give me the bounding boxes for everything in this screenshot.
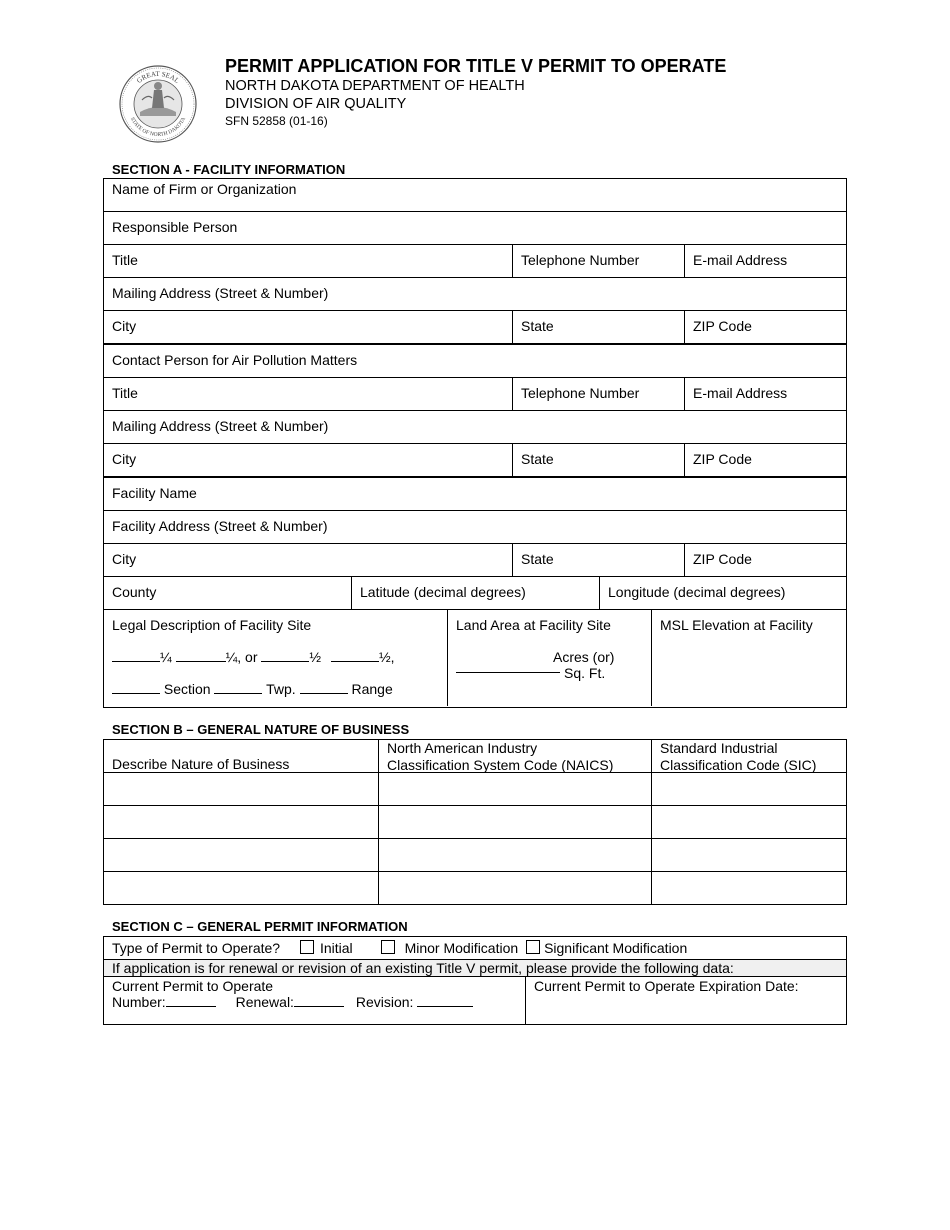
revision-blank[interactable] (417, 994, 473, 1007)
section-b-title: SECTION B – GENERAL NATURE OF BUSINESS (112, 722, 410, 737)
facility-address-field[interactable] (104, 511, 846, 543)
mailing-address-label: Mailing Address (Street & Number) (112, 285, 329, 301)
sic-input[interactable] (651, 773, 846, 805)
title-label: Title (112, 252, 138, 268)
business-nature-input[interactable] (104, 806, 378, 838)
state-label: State (521, 451, 554, 467)
contact-mailing-address-field[interactable] (104, 411, 846, 443)
number-blank[interactable] (166, 994, 216, 1007)
responsible-email-field[interactable] (684, 245, 846, 277)
section-c-table (103, 936, 847, 1025)
department-name: NORTH DAKOTA DEPARTMENT OF HEALTH (225, 78, 525, 94)
naics-input[interactable] (378, 806, 651, 838)
state-label: State (521, 318, 554, 334)
section-blank[interactable] (112, 681, 160, 694)
minor-modification-checkbox[interactable] (381, 940, 395, 954)
responsible-person-label: Responsible Person (112, 219, 238, 235)
sic-input[interactable] (651, 839, 846, 871)
twp-blank[interactable] (214, 681, 262, 694)
section-text: Section (163, 681, 211, 697)
half-1-blank[interactable] (261, 649, 309, 662)
email-label: E-mail Address (693, 252, 788, 268)
section-a-title: SECTION A - FACILITY INFORMATION (112, 162, 346, 177)
zip-label: ZIP Code (693, 551, 752, 567)
facility-name-label: Facility Name (112, 485, 197, 501)
state-label: State (521, 551, 554, 567)
naics-input[interactable] (378, 872, 651, 904)
business-nature-input[interactable] (104, 839, 378, 871)
msl-elevation-field[interactable] (651, 610, 846, 706)
contact-email-field[interactable] (684, 378, 846, 410)
telephone-label: Telephone Number (521, 252, 640, 268)
half-2-blank[interactable] (331, 649, 379, 662)
mailing-address-label: Mailing Address (Street & Number) (112, 418, 329, 434)
seal-text-bottom: STATE OF NORTH DAKOTA (128, 116, 188, 139)
form-number: SFN 52858 (01-16) (225, 114, 328, 128)
current-permit-field (104, 977, 525, 1024)
firm-name-label: Name of Firm or Organization (112, 181, 297, 197)
section-c-title: SECTION C – GENERAL PERMIT INFORMATION (112, 919, 408, 934)
longitude-label: Longitude (decimal degrees) (608, 584, 786, 600)
table-row (104, 806, 846, 839)
latitude-field[interactable] (351, 577, 599, 609)
contact-person-label: Contact Person for Air Pollution Matters (112, 352, 358, 368)
table-row (104, 839, 846, 872)
city-label: City (112, 318, 137, 334)
renewal-label: Renewal: (235, 994, 294, 1010)
responsible-mailing-address-field[interactable] (104, 278, 846, 310)
range-blank[interactable] (300, 681, 348, 694)
seal-text-top: GREAT SEAL (135, 69, 181, 85)
responsible-title-field[interactable] (104, 245, 512, 277)
facility-address-label: Facility Address (Street & Number) (112, 518, 328, 534)
legal-description-field[interactable] (104, 610, 447, 706)
naics-input[interactable] (378, 773, 651, 805)
title-label: Title (112, 385, 138, 401)
longitude-field[interactable] (599, 577, 846, 609)
county-label: County (112, 584, 157, 600)
initial-option[interactable] (300, 940, 353, 956)
contact-telephone-field[interactable] (512, 378, 684, 410)
sic-label-line1: Standard Industrial (660, 740, 778, 756)
table-row (104, 773, 846, 806)
sic-input[interactable] (651, 806, 846, 838)
section-twp-range-line (112, 681, 439, 697)
zip-label: ZIP Code (693, 318, 752, 334)
expiration-date-field[interactable] (525, 977, 846, 1024)
facility-zip-field[interactable] (684, 544, 846, 576)
quarter-line (112, 649, 439, 665)
state-seal-icon (118, 64, 198, 144)
facility-state-field[interactable] (512, 544, 684, 576)
quarter-or-text: ¼, or (225, 649, 258, 665)
responsible-telephone-field[interactable] (512, 245, 684, 277)
responsible-person-field[interactable] (104, 212, 846, 244)
responsible-city-field[interactable] (104, 311, 512, 343)
range-text: Range (351, 681, 393, 697)
half-comma-text: ½, (378, 649, 395, 665)
facility-name-field[interactable] (104, 478, 846, 510)
minor-modification-option[interactable] (381, 940, 519, 956)
firm-name-field[interactable] (104, 179, 846, 211)
significant-modification-label: Significant Modification (544, 940, 688, 956)
quarter-1-blank[interactable] (112, 649, 160, 662)
permit-type-label: Type of Permit to Operate? (112, 940, 281, 956)
latitude-label: Latitude (decimal degrees) (360, 584, 526, 600)
sic-label-line2: Classification Code (SIC) (660, 757, 817, 773)
significant-modification-option[interactable] (526, 940, 687, 956)
initial-checkbox[interactable] (300, 940, 314, 954)
land-area-blank[interactable] (456, 660, 560, 673)
revision-label: Revision: (355, 994, 414, 1010)
land-area-field[interactable] (447, 610, 651, 706)
significant-modification-checkbox[interactable] (526, 940, 540, 954)
responsible-state-field[interactable] (512, 311, 684, 343)
renewal-note: If application is for renewal or revision of an existing Title V permit, please provide the following data: (112, 960, 734, 976)
quarter-2-blank[interactable] (176, 649, 226, 662)
contact-state-field[interactable] (512, 444, 684, 476)
half-symbol: ½ (309, 649, 322, 665)
section-a-table (103, 178, 847, 708)
city-label: City (112, 551, 137, 567)
facility-city-field[interactable] (104, 544, 512, 576)
form-header (225, 56, 726, 129)
contact-person-field[interactable] (104, 345, 846, 377)
naics-label-line1: North American Industry (387, 740, 538, 756)
naics-label-line2: Classification System Code (NAICS) (387, 757, 614, 773)
zip-label: ZIP Code (693, 451, 752, 467)
twp-text: Twp. (266, 681, 296, 697)
responsible-zip-field[interactable] (684, 311, 846, 343)
business-nature-input[interactable] (104, 872, 378, 904)
renewal-blank[interactable] (294, 994, 344, 1007)
section-b-table (103, 739, 847, 905)
permit-numbers-line (112, 994, 517, 1010)
quarter-symbol: ¼ (160, 649, 172, 665)
legal-description-label: Legal Description of Facility Site (112, 617, 312, 633)
permit-type-row (104, 937, 846, 959)
sic-header (651, 740, 846, 772)
email-label: E-mail Address (693, 385, 788, 401)
sqft-label: Sq. Ft. (564, 665, 606, 681)
county-field[interactable] (104, 577, 351, 609)
telephone-label: Telephone Number (521, 385, 640, 401)
msl-elevation-label: MSL Elevation at Facility (660, 617, 813, 633)
contact-city-field[interactable] (104, 444, 512, 476)
expiration-date-label: Current Permit to Operate Expiration Date: (534, 978, 799, 994)
land-area-label: Land Area at Facility Site (456, 617, 611, 633)
contact-title-field[interactable] (104, 378, 512, 410)
number-label: Number: (112, 994, 166, 1010)
initial-label: Initial (319, 940, 353, 956)
business-nature-input[interactable] (104, 773, 378, 805)
table-row (104, 872, 846, 904)
naics-header (378, 740, 651, 772)
division-name: DIVISION OF AIR QUALITY (225, 96, 407, 112)
minor-modification-label: Minor Modification (404, 940, 519, 956)
form-title: PERMIT APPLICATION FOR TITLE V PERMIT TO OPERATE (225, 56, 727, 76)
contact-zip-field[interactable] (684, 444, 846, 476)
sic-input[interactable] (651, 872, 846, 904)
acres-label: Acres (or) (553, 649, 615, 665)
business-nature-label: Describe Nature of Business (112, 756, 290, 772)
business-nature-header (104, 740, 378, 772)
current-permit-label: Current Permit to Operate (112, 978, 274, 994)
city-label: City (112, 451, 137, 467)
naics-input[interactable] (378, 839, 651, 871)
